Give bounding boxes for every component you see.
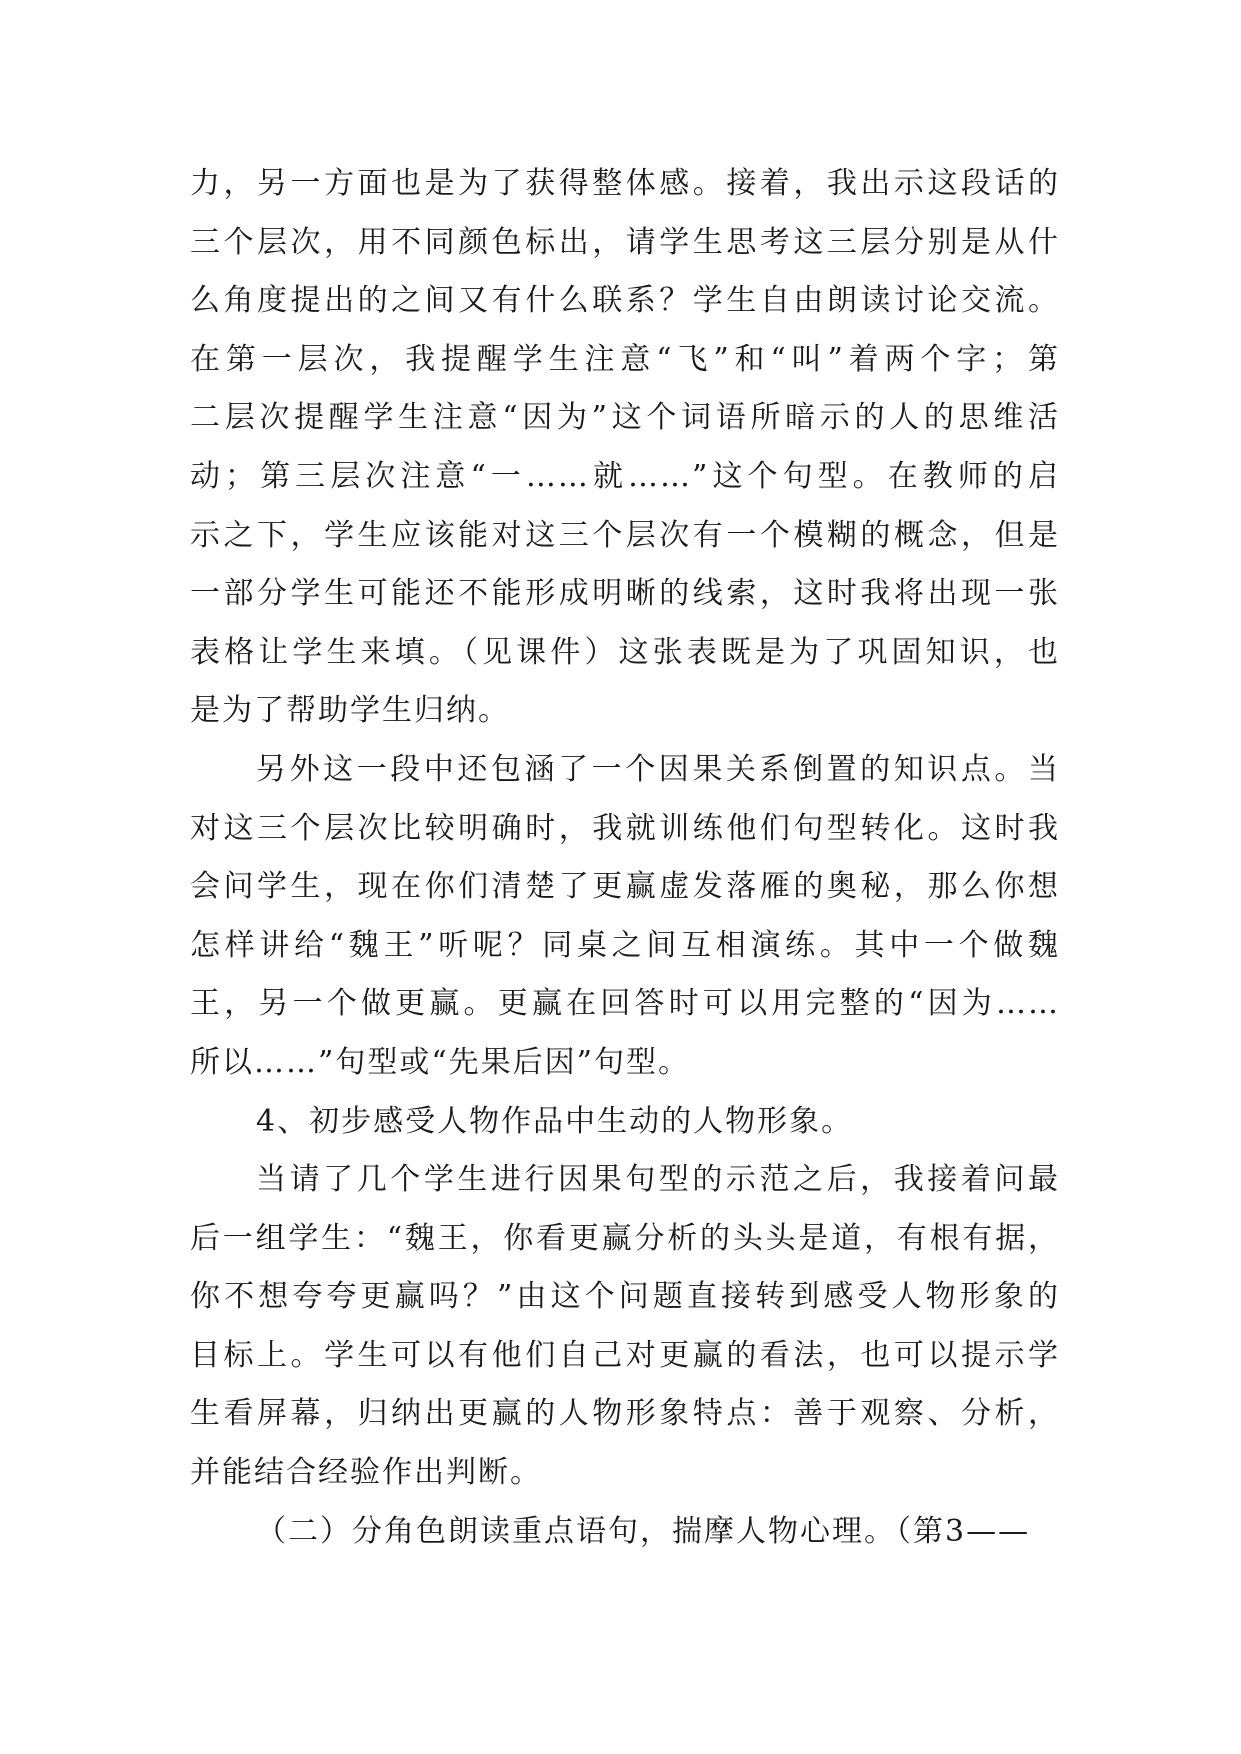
paragraph-4 [190,1151,1060,1503]
text-line: 示之下，学生应该能对这三个层次有一个模糊的概念，但是 [190,517,1060,553]
text-line: 另外这一段中还包涵了一个因果关系倒置的知识点。当 [256,751,1060,787]
text-line: 所以……”句型或“先果后因”句型。 [190,1044,691,1080]
text-line: （二）分角色朗读重点语句，揣摩人物心理。（第3—— [256,1513,1031,1549]
text-line: 力，另一方面也是为了获得整体感。接着，我出示这段话的 [190,166,1060,201]
text-line: 目标上。学生可以有他们自己对更赢的看法，也可以提示学 [190,1337,1060,1373]
text-line: 当请了几个学生进行因果句型的示范之后，我接着问最 [256,1162,1060,1198]
text-line: 在第一层次，我提醒学生注意“飞”和“叫”着两个字；第 [190,341,1060,377]
text-line: 是为了帮助学生归纳。 [190,693,510,729]
text-line: 后一组学生：“魏王，你看更赢分析的头头是道，有根有据， [190,1220,1060,1256]
text-line: 怎样讲给“魏王”听呢？同桌之间互相演练。其中一个做魏 [190,927,1060,963]
text-line: 4、初步感受人物作品中生动的人物形象。 [256,1103,854,1139]
text-line: 并能结合经验作出判断。 [190,1455,542,1491]
text-line: 三个层次，用不同颜色标出，请学生思考这三层分别是从什 [190,224,1060,260]
text-line: 你不想夸夸更赢吗？”由这个问题直接转到感受人物形象的 [190,1279,1060,1315]
text-line: 会问学生，现在你们清楚了更赢虚发落雁的奥秘，那么你想 [190,869,1060,905]
text-line: 王，另一个做更赢。更赢在回答时可以用完整的“因为…… [190,986,1060,1022]
text-line: 二层次提醒学生注意“因为”这个词语所暗示的人的思维活 [190,400,1060,436]
text-line: 动；第三层次注意“一……就……”这个句型。在教师的启 [190,458,1060,494]
text-line: 一部分学生可能还不能形成明晰的线索，这时我将出现一张 [190,576,1060,612]
text-line: 生看屏幕，归纳出更赢的人物形象特点：善于观察、分析， [190,1396,1060,1432]
text-line: 对这三个层次比较明确时，我就训练他们句型转化。这时我 [190,810,1060,846]
body-text [190,155,1060,1561]
paragraph-2 [190,741,1060,1093]
paragraph-1 [190,155,1060,741]
section-heading [190,1093,1060,1152]
text-line: 么角度提出的之间又有什么联系？学生自由朗读讨论交流。 [190,283,1060,319]
subsection-heading [190,1503,1060,1562]
text-line: 表格让学生来填。（见课件）这张表既是为了巩固知识，也 [190,634,1060,670]
